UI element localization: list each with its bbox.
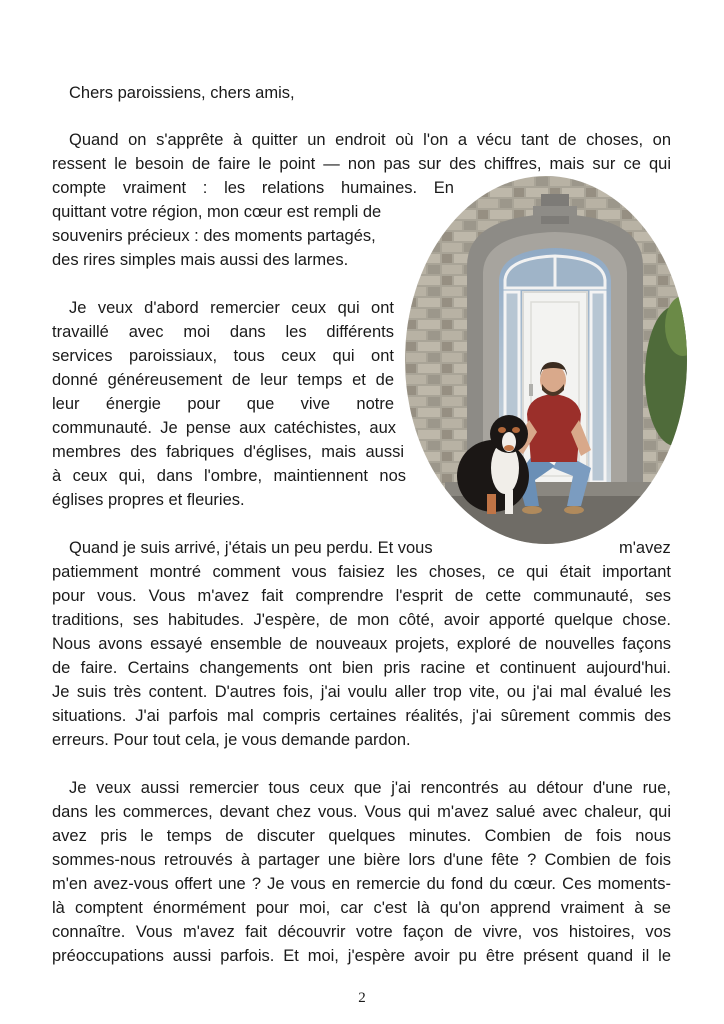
paragraph-3-line-6: de faire. Certains changements ont bien pris racine et continuent aujourd'hui. (52, 659, 671, 677)
paragraph-1-line-3: compte vraiment : les relations humaines. En (52, 179, 454, 197)
paragraph-1-line-5: souvenirs précieux : des moments partagés, (52, 227, 376, 245)
greeting: Chers paroissiens, chers amis, (69, 84, 295, 102)
paragraph-3-line-7: Je suis très content. D'autres fois, j'ai voulu aller trop vite, ou j'ai mal évalué les (52, 683, 671, 701)
paragraph-4-line-6: là comptent énormément pour moi, car c'est là qu'on apprend vraiment à se (52, 899, 671, 917)
paragraph-2-line-7: membres des fabriques d'églises, mais aussi (52, 443, 404, 461)
paragraph-2-line-6: communauté. Je pense aux catéchistes, aux (52, 419, 396, 437)
photo-illustration (405, 176, 687, 544)
paragraph-4-line-2: dans les commerces, devant chez vous. Vous qui m'avez salué avec chaleur, qui (52, 803, 671, 821)
paragraph-4-line-8: préoccupations aussi parfois. Et moi, j'espère avoir pu être présent quand il le (52, 947, 671, 965)
paragraph-3-line-2: patiemment montré comment vous faisiez les choses, ce qui était important (52, 563, 671, 581)
paragraph-3-line-1-right: m'avez (619, 539, 671, 557)
paragraph-1-line-4: quittant votre région, mon cœur est rempli de (52, 203, 382, 221)
paragraph-4-line-7: connaître. Vous m'avez fait découvrir votre façon de vivre, vos histoires, vos (52, 923, 671, 941)
paragraph-1-line-1: Quand on s'apprête à quitter un endroit où l'on a vécu tant de choses, on (69, 131, 671, 149)
paragraph-2-line-2: travaillé avec moi dans les différents (52, 323, 394, 341)
oval-photo (405, 176, 687, 544)
paragraph-2-line-8: à ceux qui, dans l'ombre, maintiennent nos (52, 467, 406, 485)
paragraph-1-line-2: ressent le besoin de faire le point — non pas sur des chiffres, mais sur ce qui (52, 155, 671, 173)
paragraph-4-line-4: sommes-nous retrouvés à partager une bière lors d'une fête ? Combien de fois (52, 851, 671, 869)
paragraph-3-line-1-left: Quand je suis arrivé, j'étais un peu perdu. Et vous (69, 539, 433, 557)
paragraph-1-line-6: des rires simples mais aussi des larmes. (52, 251, 349, 269)
paragraph-3-line-9: erreurs. Pour tout cela, je vous demande pardon. (52, 731, 411, 749)
paragraph-3-line-5: Nous avons essayé ensemble de nouveaux projets, exploré de nouvelles façons (52, 635, 671, 653)
paragraph-2-line-5: leur énergie pour que vive notre (52, 395, 394, 413)
paragraph-2-line-9: églises propres et fleuries. (52, 491, 245, 509)
paragraph-3-line-3: pour vous. Vous m'avez fait comprendre l'esprit de cette communauté, ses (52, 587, 671, 605)
paragraph-3-line-4: traditions, ses habitudes. J'espère, de mon côté, avoir apporté quelque chose. (52, 611, 671, 629)
paragraph-4-line-1: Je veux aussi remercier tous ceux que j'ai rencontrés au détour d'une rue, (69, 779, 671, 797)
paragraph-2-line-4: donné généreusement de leur temps et de (52, 371, 394, 389)
paragraph-4-line-3: avez pris le temps de discuter quelques minutes. Combien de fois nous (52, 827, 671, 845)
paragraph-2-line-1: Je veux d'abord remercier ceux qui ont (69, 299, 394, 317)
paragraph-3-line-8: situations. J'ai parfois mal compris certaines réalités, j'ai sûrement commis des (52, 707, 671, 725)
paragraph-4-line-5: m'en avez-vous offert une ? Je vous en remercie du fond du cœur. Ces moments- (52, 875, 671, 893)
page-number: 2 (358, 990, 366, 1006)
paragraph-2-line-3: services paroissiaux, tous ceux qui ont (52, 347, 394, 365)
